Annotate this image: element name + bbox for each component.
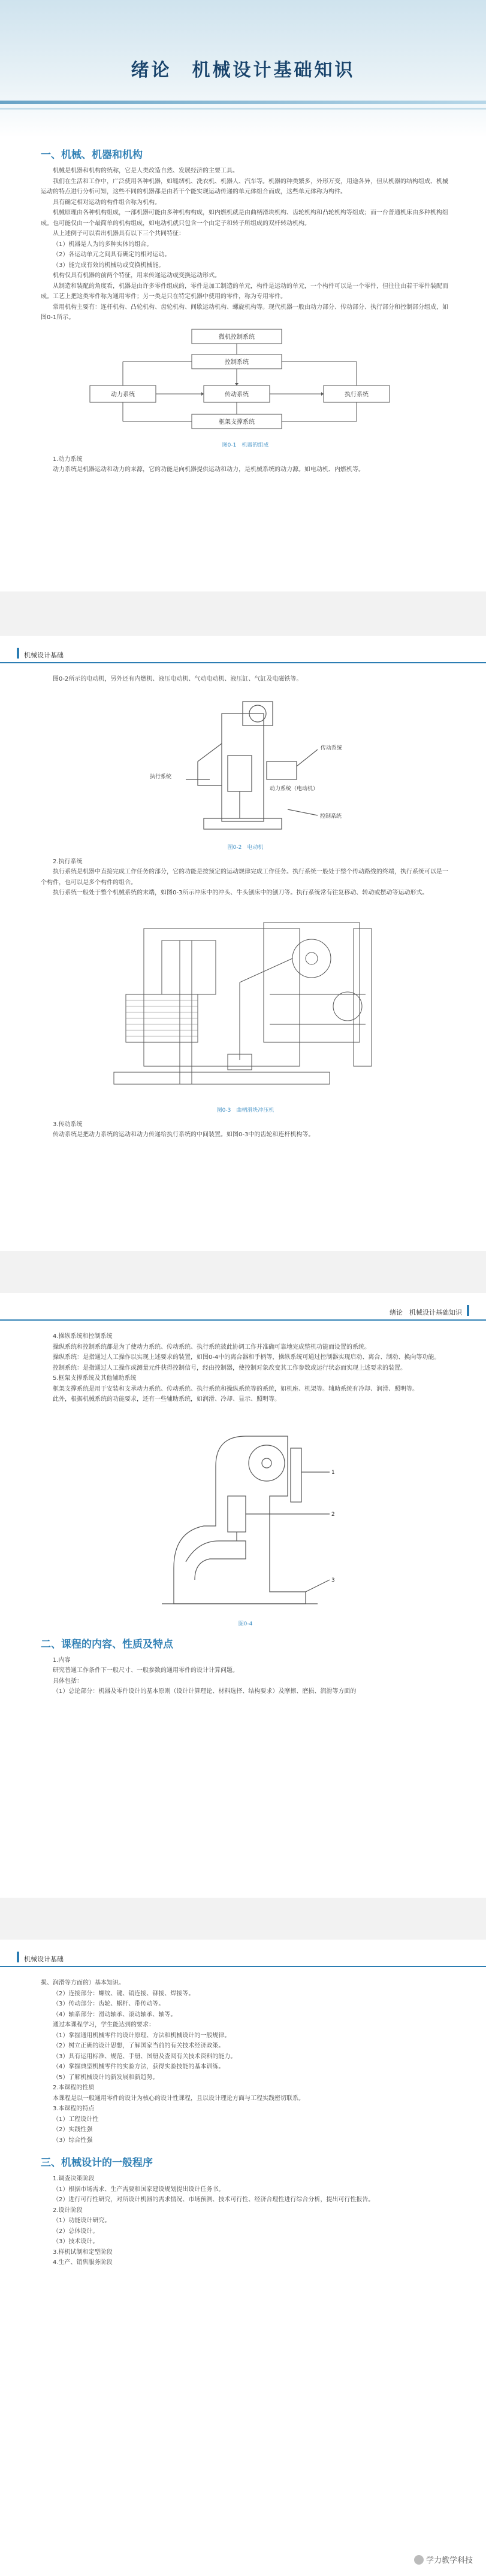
subsection-title: 4.操纵系统和控制系统 [53, 1333, 113, 1340]
paragraph: 执行系统一般处于整个机械系统的末端，如图0-3所示冲床中的冲头、牛头刨床中的刨刀等。执行系统常有往复移动、转动或摆动等运动形式。 [53, 890, 428, 896]
list-item: 研究普通工作条件下一般尺寸、一般参数的通用零件的设计计算问题。 [53, 1667, 239, 1674]
list-item: （2）实践性强 [53, 2126, 93, 2133]
header-accent [467, 1305, 469, 1316]
page-header [0, 636, 486, 668]
paragraph: 我们在生活和工作中，广泛使用各种机器，如缝纫机、洗衣机、机器人、汽车等。机器的种类繁多，外形万变，用途各异，但从机器的结构组成、机械运动的特点进行分析可知，这些不同的机器都是由若干个能实现运动传递的单元体组合而成，这些单元体称为构件。 [41, 178, 448, 195]
machine-composition-diagram [84, 323, 407, 437]
wechat-icon [414, 2555, 424, 2565]
paragraph: 此外，根据机械系统的功能要求，还有一些辅助系统，如润滑、冷却、显示、照明等。 [53, 1396, 280, 1403]
header-accent [17, 648, 19, 659]
figure-caption: 图0-4 [238, 1621, 253, 1627]
fig2-label-transmission: 传动系统 [320, 745, 342, 751]
list-item: （1）功能设计研究。 [53, 2217, 111, 2224]
paragraph: 控制系统：是指通过人工操作或测量元件获得控制信号，经由控制器，使控制对象改变其工作参数或运行状态而实现上述要求的装置。 [53, 1364, 406, 1372]
diagram-power-box: 动力系统 [110, 391, 135, 398]
figure-caption: 图0-1 机器的组成 [222, 442, 269, 448]
paragraph: 具有确定相对运动的构件组合称为机构。 [53, 199, 161, 206]
page-1 [0, 0, 486, 591]
page-4 [0, 1940, 486, 2576]
header-rule [0, 662, 486, 663]
list-item: 1.内容 [53, 1656, 71, 1664]
page-gap [0, 1251, 486, 1293]
subsection-title: 5.框架支撑系统及其他辅助系统 [53, 1375, 137, 1382]
paragraph: 传动系统是把动力系统的运动和动力传递给执行系统的中间装置。如图0-3中的齿轮和连杆机构等。 [53, 1131, 315, 1138]
section-heading: 二、课程的内容、性质及特点 [41, 1638, 173, 1650]
diagram-transmission-box: 传动系统 [224, 391, 249, 398]
subsection-title: 2.执行系统 [53, 858, 83, 865]
paragraph: 操纵系统和控制系统都是为了使动力系统、传动系统、执行系统彼此协调工作并准确可靠地完成整机功能而设置的系统。 [53, 1343, 370, 1351]
list-item: （3）具有运用标准、规范、手册、图册及查阅有关技术资料的能力。 [53, 2053, 237, 2060]
list-item: 具体包括： [53, 1677, 83, 1685]
subsection-title: 1.调查决策阶段 [53, 2176, 95, 2182]
paragraph: 动力系统是机器运动和动力的来源，它的功能是向机器提供运动和动力，是机械系统的动力源。如电动机、内燃机等。 [53, 466, 364, 473]
list-item: （1）工程设计性 [53, 2116, 99, 2123]
list-item: （4）掌握典型机械零件的实验方法，获得实验技能的基本训练。 [53, 2064, 225, 2070]
fig4-callout: 2 [331, 1511, 335, 1518]
list-item: （3）综合性强 [53, 2137, 93, 2144]
paragraph: 常用机构主要有：连杆机构、凸轮机构、齿轮机构、间歇运动机构、螺旋机构等。现代机器一般由动力部分、传动部分、执行部分和控制部分组成，如图0-1所示。 [41, 304, 448, 321]
header-rule [0, 1319, 486, 1321]
paragraph: 机械原理由各种机构组成，一部机器可能由多种机构构成，如内燃机就是由曲柄滑块机构、齿轮机构和凸轮机构等组成；而一台普通机床由多种机构组成。也可能仅由一个最简单的机构组成，如电动机就只包含一个由定子和转子所组成的双杆转动机构。 [41, 210, 448, 227]
section-heading: 一、机械、机器和机构 [41, 149, 143, 161]
chapter-banner [0, 0, 486, 138]
figure-caption: 图0-3 曲柄滑块冲压机 [216, 1107, 274, 1113]
subsection-title: 2.本课程的性质 [53, 2085, 95, 2091]
running-header: 机械设计基础 [24, 651, 64, 659]
header-accent [17, 1952, 19, 1962]
list-item: （2）树立正确的设计思想，了解国家当前的有关技术经济政策。 [53, 2043, 225, 2049]
chapter-title: 绪论 机械设计基础知识 [131, 60, 355, 81]
subsection-title: 4.生产、销售服务阶段 [53, 2259, 113, 2266]
fig2-label-execution: 执行系统 [149, 773, 171, 780]
paragraph: 本课程是以一般通用零件的设计为核心的设计性课程，且以设计理论方面与工程实践密切联系。 [53, 2095, 304, 2102]
list-item: （2）各运动单元之间具有确定的相对运动。 [53, 251, 171, 258]
paragraph: 图0-2所示的电动机，另外还有内燃机、液压电动机、气动电动机、液压缸、气缸及电磁铁等。 [53, 676, 303, 682]
running-header: 绪论 机械设计基础知识 [390, 1309, 462, 1316]
fig4-callout: 3 [331, 1577, 335, 1583]
list-item: （3）传动部分：齿轮、蜗杆、带传动等。 [53, 2001, 165, 2007]
fig4-callout: 1 [331, 1469, 335, 1476]
fig2-label-control: 控制系统 [319, 813, 342, 820]
fig2-label-power: 动力系统（电动机） [269, 785, 318, 792]
page-gap [0, 591, 486, 636]
subsection-title: 3.本课程的特点 [53, 2105, 95, 2112]
figure-caption: 图0-2 电动机 [227, 844, 264, 851]
list-item: （1）掌握通用机械零件的设计原理、方法和机械设计的一般规律。 [53, 2032, 231, 2039]
page-header [0, 1940, 486, 1972]
page-header [0, 1293, 486, 1325]
motor-machine-figure [132, 690, 360, 839]
watermark-text: 学力教学科技 [425, 2556, 473, 2565]
list-item: 通过本课程学习，学生能达到的要求： [53, 2022, 155, 2028]
list-item: （2）连接部分：螺纹、键、销连接、铆接、焊接等。 [53, 1990, 195, 1997]
list-item: （1）根据市场需求、生产需要和国家建设规划提出设计任务书。 [53, 2186, 225, 2193]
diagram-execution-box: 执行系统 [344, 391, 369, 398]
subsection-title: 3.传动系统 [53, 1121, 83, 1128]
paragraph: 机构仅具有机器的前两个特征，用来传递运动或变换运动形式。 [53, 272, 221, 279]
list-item: 损、润滑等方面的）基本知识。 [41, 1980, 125, 1986]
diagram-control-box: 控制系统 [224, 359, 249, 366]
page-gap [0, 1898, 486, 1940]
banner-stripe [0, 101, 486, 104]
paragraph: 操纵系统：是指通过人工操作以实现上述要求的装置，如图0-4中的离合器和手柄等，操纵系统可通过控制器实现启动、离合、制动、换向等功能。 [53, 1354, 440, 1361]
press-machine-figure [138, 1412, 354, 1616]
list-item: （1）总论部分：机器及零件设计的基本原则（设计计算理论、材料选择、结构要求）及摩擦、磨损、润滑等方面的 [53, 1688, 357, 1695]
paragraph: 执行系统是机器中直接完成工作任务的部分，它的功能是按预定的运动规律完成工作任务。执行系统一般处于整个传动路线的终端，执行系统可以是一个构件，也可以是多个构件的组合。 [41, 869, 448, 886]
paragraph: 框架支撑系统是用于安装和支承动力系统、传动系统、执行系统和操纵系统等的系统，如机座、机架等。辅助系统有冷却、润滑、照明等。 [53, 1385, 418, 1392]
list-item: （3）技术设计。 [53, 2238, 99, 2245]
watermark [414, 2554, 473, 2565]
paragraph: 机械是机器和机构的统称，它是人类改造自然、发展经济的主要工具。 [53, 168, 239, 174]
page-3 [0, 1293, 486, 1898]
subsection-title: 1.动力系统 [53, 456, 83, 463]
paragraph: 从上述例子可以看出机器具有以下三个共同特征： [53, 230, 185, 237]
running-header: 机械设计基础 [24, 1955, 64, 1963]
list-item: （4）轴系部分：滑动轴承、滚动轴承、轴等。 [53, 2011, 177, 2018]
diagram-frame-box: 框架支撑系统 [218, 418, 255, 426]
list-item: （3）能完成有效的机械功或变换机械能。 [53, 262, 165, 269]
page-2 [0, 636, 486, 1251]
crank-press-figure [90, 905, 402, 1102]
header-rule [0, 1966, 486, 1967]
banner-stripe [0, 108, 486, 110]
list-item: （1）机器是人为的多种实体的组合。 [53, 241, 153, 248]
list-item: （5）了解机械设计的新发展和新趋势。 [53, 2074, 159, 2081]
subsection-title: 3.样机试制和定型阶段 [53, 2249, 113, 2256]
subsection-title: 2.设计阶段 [53, 2207, 83, 2214]
section-heading: 三、机械设计的一般程序 [41, 2157, 153, 2169]
diagram-top-box: 微机控制系统 [218, 333, 255, 341]
list-item: （2）总体设计。 [53, 2228, 99, 2235]
paragraph: 从制造和装配的角度看，机器是由许多零件组成的，零件是加工制造的单元，构件是运动的单元，一个构件可以是一个零件，但往往由若干零件装配而成。工艺上把这类零件称为通用零件；另一类是只在特定机器中使用的零件，称为专用零件。 [41, 283, 448, 300]
list-item: （2）进行可行性研究，对所设计机器的需求情况、市场预测、技术可行性、经济合理性进行综合分析，提出可行性报告。 [53, 2196, 375, 2203]
